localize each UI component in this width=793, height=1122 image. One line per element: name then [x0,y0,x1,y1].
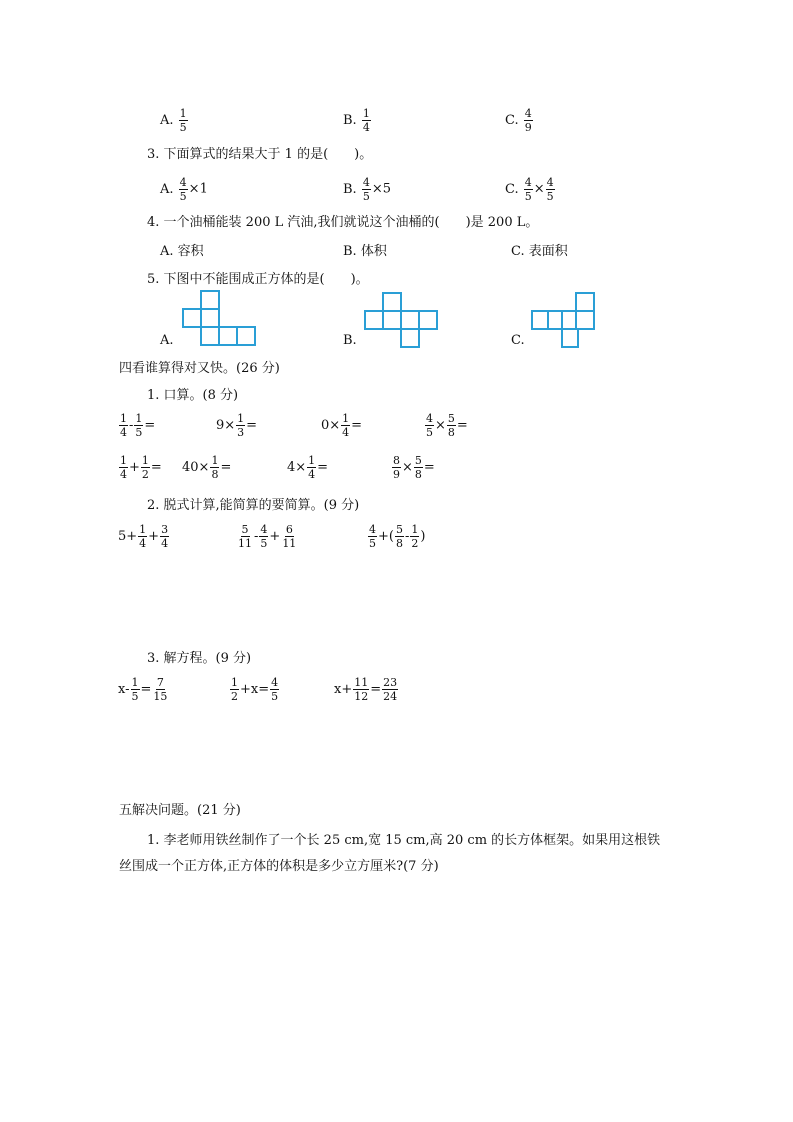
q3-option-a: A. $\frac{4}{5}$ ×1 [160,176,208,203]
q5-option-b-label: B. [343,333,357,348]
option-label: B. [343,113,357,128]
fraction: $\frac{1}{5}$ [179,107,187,134]
step-calc-3: $\frac{4}{5}$ +( $\frac{5}{8}$ - $\frac{1}{2}$ ) [369,523,426,550]
cube-net-a [182,290,256,350]
q4-option-b: B. 体积 [343,244,387,259]
fraction: $\frac{4}{5}$ [524,176,532,203]
q4-stem: 4. 一个油桶能装 200 L 汽油,我们就说这个油桶的( )是 200 L。 [147,215,539,230]
net-square [419,311,437,329]
oral-calc-7: 4× $\frac{1}{4}$ = [287,454,329,481]
net-square [237,327,255,345]
section-4-title: 四看谁算得对又快。(26 分) [119,361,280,376]
problem-1-line-2: 丝围成一个正方体,正方体的体积是多少立方厘米?(7 分) [119,859,439,874]
net-square [562,329,578,347]
net-square [219,327,237,345]
q5-option-c-label: C. [511,333,525,348]
fraction: $\frac{4}{5}$ [362,176,370,203]
equation-2: $\frac{1}{2}$ +x= $\frac{4}{5}$ [231,676,279,703]
oral-calc-8: $\frac{8}{9}$ × $\frac{5}{8}$ = [393,454,435,481]
option-label: A. [160,113,174,128]
section-4-part-2: 2. 脱式计算,能简算的要简算。(9 分) [147,498,360,513]
net-square [201,291,219,309]
q4-option-a: A. 容积 [160,244,204,259]
q2-option-c [505,108,534,133]
fraction: $\frac{4}{5}$ [546,176,554,203]
fraction: $\frac{1}{4}$ [362,107,370,134]
q2-option-a [160,108,189,133]
net-square [576,311,594,329]
net-square [576,293,594,311]
problem-1-line-1: 1. 李老师用铁丝制作了一个长 25 cm,宽 15 cm,高 20 cm 的长方体框架。如果用这根铁 [147,833,661,848]
cube-net-c [531,292,595,352]
q5-option-a-label: A. [160,333,174,348]
q4-option-c: C. 表面积 [511,244,568,259]
q3-option-c: C. $\frac{4}{5}$ × $\frac{4}{5}$ [505,176,554,203]
oral-calc-6: 40× $\frac{1}{8}$ = [182,454,232,481]
oral-calc-4: $\frac{4}{5}$ × $\frac{5}{8}$ = [426,412,468,439]
q5-stem: 5. 下图中不能围成正方体的是( )。 [147,272,369,287]
net-square [201,327,219,345]
section-4-part-1: 1. 口算。(8 分) [147,388,239,403]
net-square [365,311,383,329]
net-square [401,311,419,329]
net-square [183,309,201,327]
equation-1: x- $\frac{1}{5}$ = $\frac{7}{15}$ [118,676,168,703]
net-square [383,311,401,329]
oral-calc-1: $\frac{1}{4}$ - $\frac{1}{5}$ = [120,412,156,439]
fraction: $\frac{4}{9}$ [524,107,532,134]
fraction: $\frac{4}{5}$ [179,176,187,203]
oral-calc-2: 9× $\frac{1}{3}$ = [216,412,258,439]
oral-calc-5: $\frac{1}{4}$ + $\frac{1}{2}$ = [120,454,162,481]
oral-calc-3: 0× $\frac{1}{4}$ = [321,412,363,439]
q3-option-b: B. $\frac{4}{5}$ ×5 [343,176,391,203]
cube-net-b [364,292,438,352]
q3-stem: 3. 下面算式的结果大于 1 的是( )。 [147,147,373,162]
step-calc-2: $\frac{5}{11}$ - $\frac{4}{5}$ + $\frac{6}{11}$ [238,523,297,550]
section-4-part-3: 3. 解方程。(9 分) [147,651,252,666]
net-square [201,309,219,327]
step-calc-1: 5+ $\frac{1}{4}$ + $\frac{3}{4}$ [118,523,169,550]
q2-option-b [343,108,372,133]
equation-3: x+ $\frac{11}{12}$ = $\frac{23}{24}$ [334,676,398,703]
net-square [401,329,419,347]
net-square [383,293,401,311]
net-square [532,311,548,329]
option-label: C. [505,113,519,128]
section-5-title: 五解决问题。(21 分) [119,803,241,818]
